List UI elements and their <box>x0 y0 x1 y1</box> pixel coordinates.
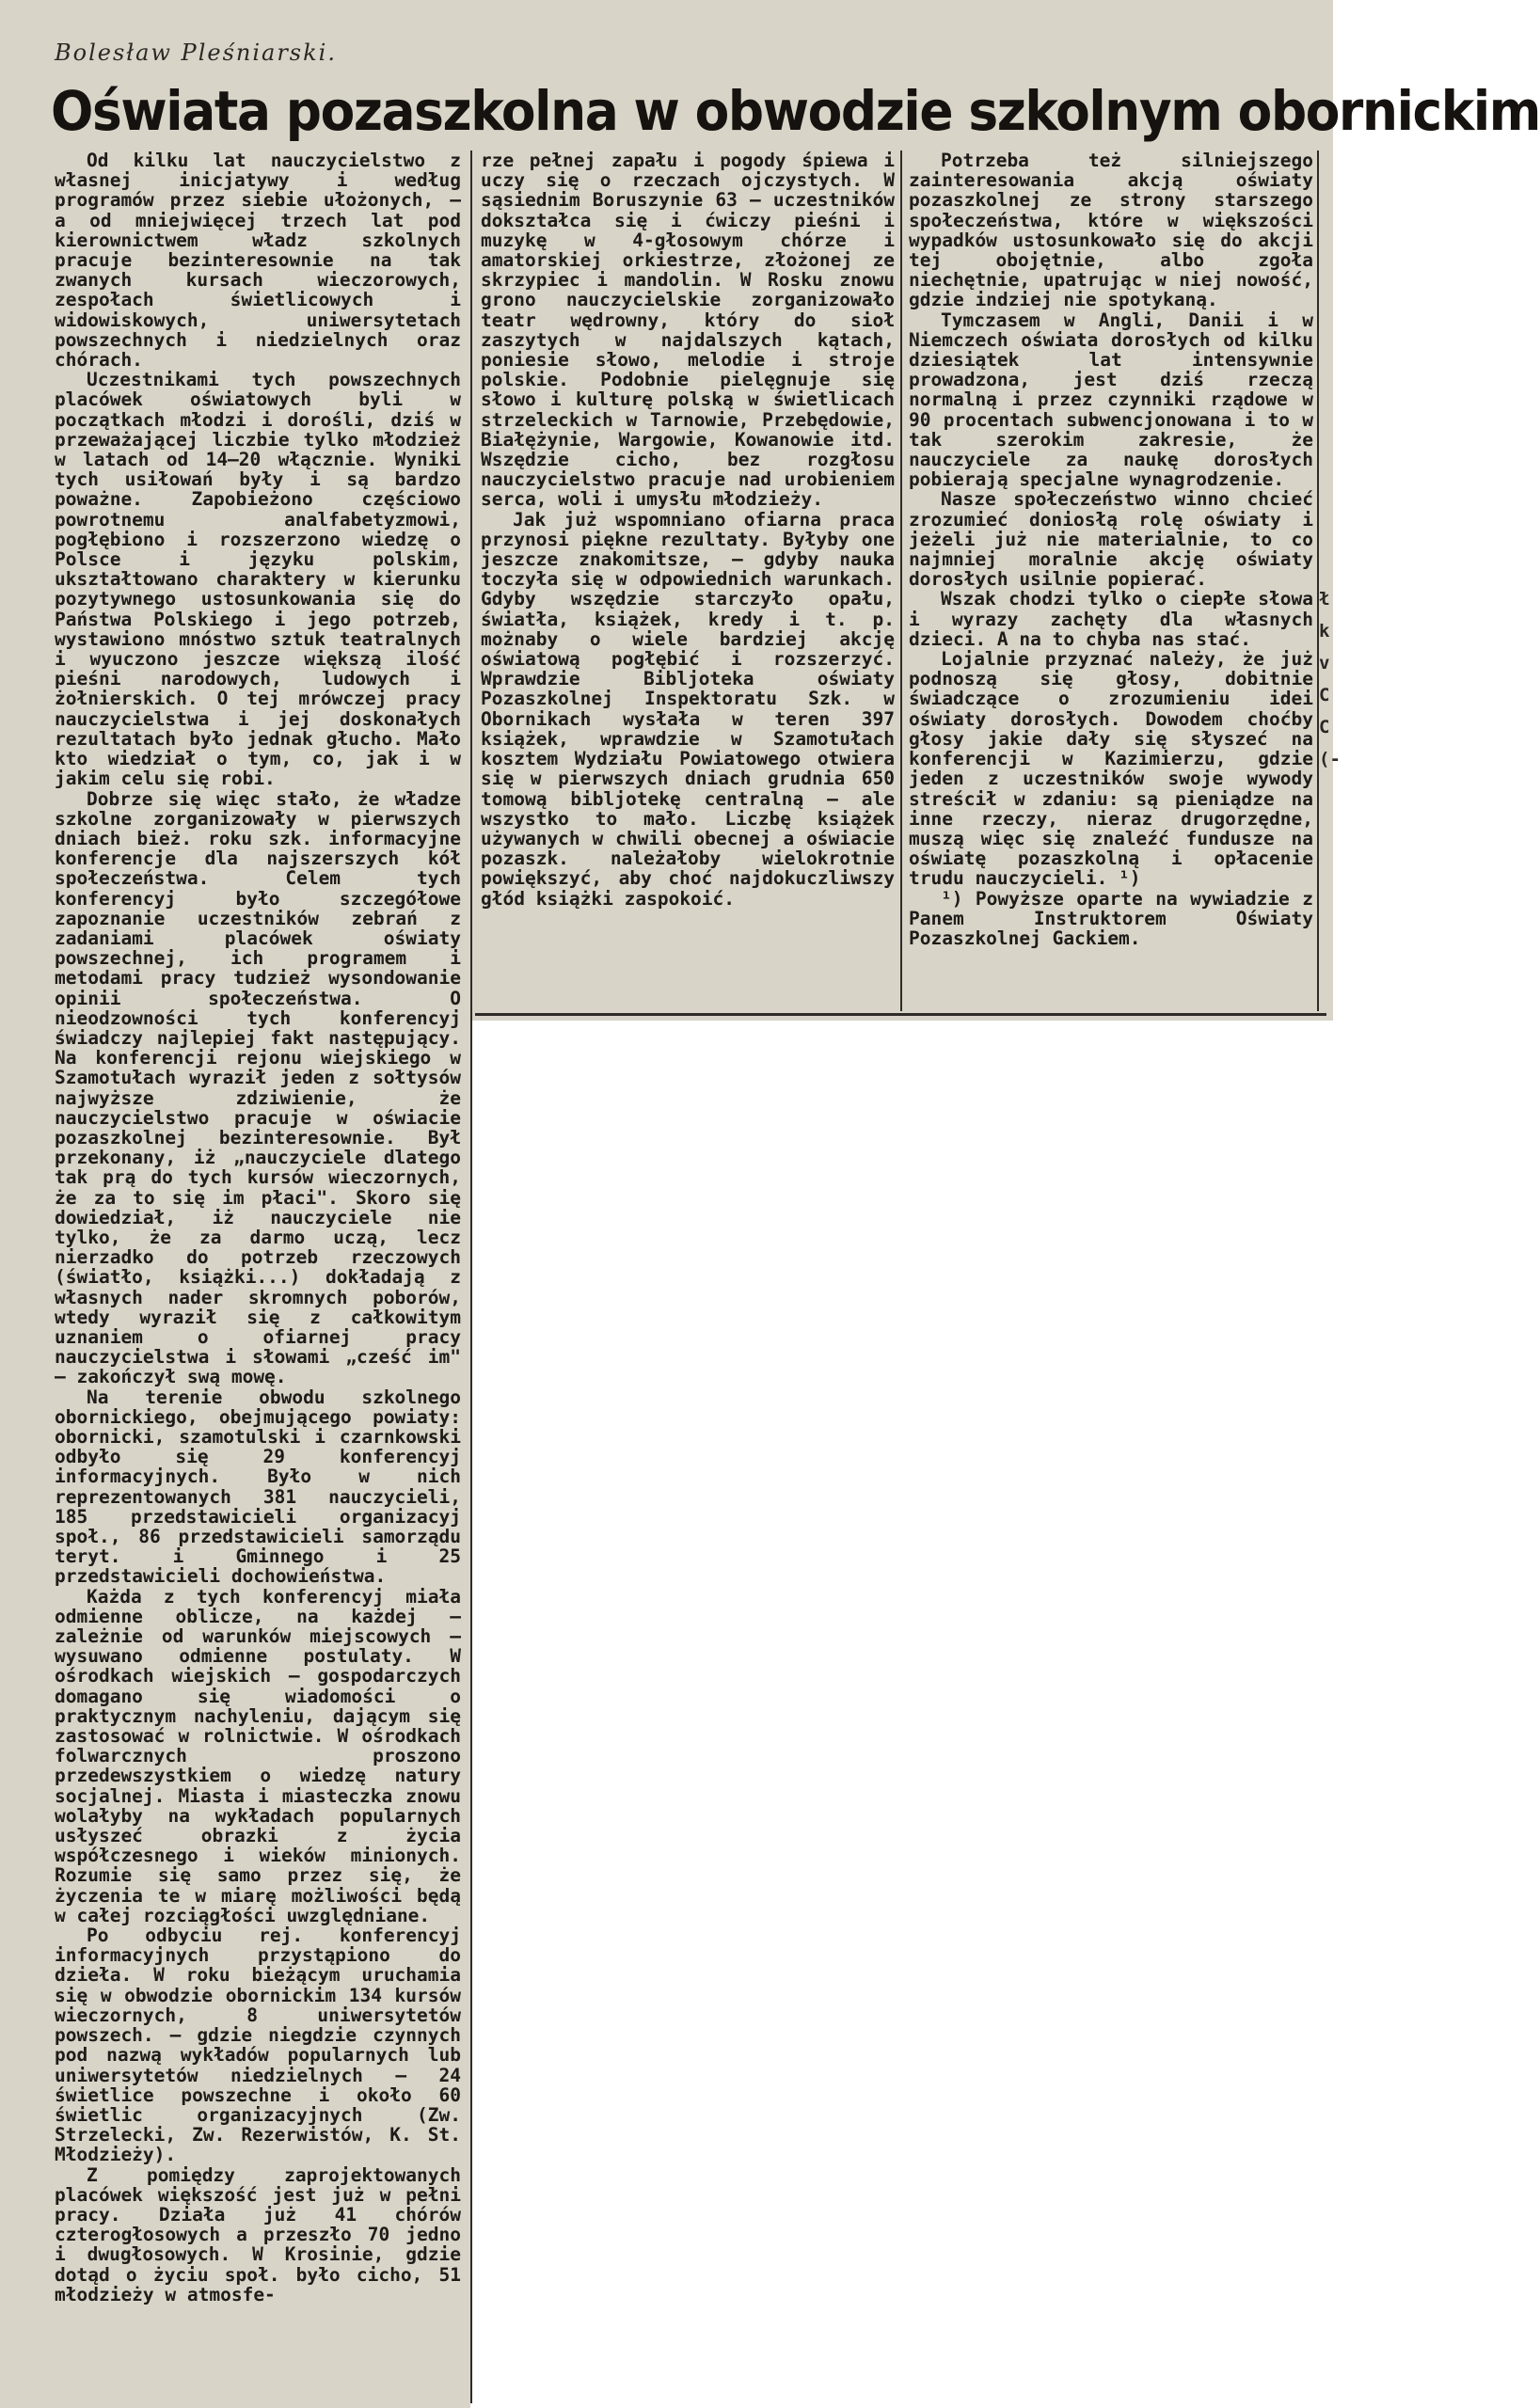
paragraph: Uczestnikami tych powszechnych placówek oświatowych byli w początkach młodzi i dorośli, dziś w przeważającej liczbie tylko młodzież w latach od 14—20 włącznie. Wyniki tych usiłowań były i są bardzo poważne. Zapobieżono częściowo powrotnemu analfabetyzmowi, pogłębiono i rozszerzono wiedzę o Polsce i języku polskim, ukształtowano charaktery w kierunku pozytywnego ustosunkowania się do Państwa Polskiego i jego potrzeb, wystawiono mnóstwo sztuk teatralnych i wyuczono jeszcze większą ilość pieśni narodowych, ludowych i żołnierskich. O tej mrówczej pracy nauczycielstwa i jej doskonałych rezultatach było jednak głucho. Mało kto wiedział o tym, co, jak i w jakim celu się robi. <box>55 369 461 790</box>
paragraph: Lojalnie przyznać należy, że już podnoszą się głosy, dobitnie świadczące o zrozumieniu idei oświaty dorosłych. Dowodem choćby głosy jakie dały się słyszeć na konferencji w Kazimierzu, gdzie jeden z uczestników swoje wywody streścił w zdaniu: są pieniądze na inne rzeczy, nieraz drugorzędne, muszą więc się znaleźć fundusze na oświatę pozaszkolną i opłacenie trudu nauczycieli. ¹) <box>909 648 1313 890</box>
adjacent-column-fragments <box>1319 583 1341 775</box>
paragraph: Potrzeba też silniejszego zainteresowania akcją oświaty pozaszkolnej ze strony starszego społeczeństwa, które w większości wypadków ustosunkowało się do akcji tej obojętnie, albo zgoła niechętnie, upatrując w niej nowość, gdzie indziej nie spotykaną. <box>909 150 1313 311</box>
column-rule-1 <box>470 150 472 2403</box>
paragraph: Każda z tych konferencyj miała odmienne oblicze, na każdej — zależnie od warunków miejscowych — wysuwano odmienne postulaty. W ośrodkach wiejskich — gospodarczych domagano się wiadomości o praktycznym nachyleniu, dającym się zastosować w rolnictwie. W ośrodkach folwarcznych proszono przedewszystkiem o wiedzę natury socjalnej. Miasta i miasteczka znowu wolałyby na wykładach popularnych usłyszeć obrazki z życia współczesnego i wieków minionych. Rozumie się samo przez się, że życzenia te w miarę możliwości będą w całej rozciągłości uwzględniane. <box>55 1585 461 1926</box>
article-column-3 <box>909 150 1313 1011</box>
bottom-rule <box>475 1013 1326 1016</box>
fragment: ł <box>1319 589 1330 610</box>
article-author: Bolesław Pleśniarski. <box>55 40 337 66</box>
paragraph: Z pomiędzy zaprojektowanych placówek większość jest już w pełni pracy. Działa już 41 chórów czterogłosowych a przeszło 70 jedno i dwugłosowych. W Krosinie, gdzie dotąd o życiu społ. było cicho, 51 młodzieży w atmosfe- <box>55 2163 461 2305</box>
paragraph: Wszak chodzi tylko o ciepłe słowa i wyrazy zachęty dla własnych dzieci. A na to chyba nas stać. <box>909 588 1313 650</box>
paragraph: Nasze społeczeństwo winno chcieć zrozumieć doniosłą rolę oświaty i jeżeli już nie materialnie, to co najmniej moralnie akcję oświaty dorosłych usilnie popierać. <box>909 488 1313 591</box>
paragraph: Od kilku lat nauczycielstwo z własnej inicjatywy i według programów przez siebie ułożonych, — a od mniejwięcej trzech lat pod kierownictwem władz szkolnych pracuje bezinteresownie na tak zwanych kursach wieczorowych, zespołach świetlicowych i widowiskowych, uniwersytetach powszechnych i niedzielnych oraz chórach. <box>55 150 461 372</box>
fragment: C <box>1319 685 1330 705</box>
article-column-2 <box>481 150 895 1011</box>
fragment: k <box>1319 621 1330 642</box>
paragraph: Na terenie obwodu szkolnego obornickiego, obejmującego powiaty: obornicki, szamotulski i czarnkowski odbyło się 29 konferencyj informacyjnych. Było w nich reprezentowanych 381 nauczycieli, 185 przedstawicieli organizacyj społ., 86 przedstawicieli samorządu teryt. i Gminnego i 25 przedstawicieli dochowieństwa. <box>55 1386 461 1588</box>
paragraph: Tymczasem w Angli, Danii i w Niemczech oświata dorosłych od kilku dziesiątek lat intensywnie prowadzona, jest dziś rzeczą normalną i przez czynniki rządowe w 90 procentach subwencjonowana i to w tak szerokim zakresie, że nauczyciele za naukę dorosłych pobierają specjalne wynagrodzenie. <box>909 309 1313 491</box>
paragraph: Jak już wspomniano ofiarna praca przynosi piękne rezultaty. Byłyby one jeszcze znakomitsze, — gdyby nauka toczyła się w odpowiednich warunkach. Gdyby wszędzie starczyło opału, światła, książek, kredy i t. p. możnaby o wiele bardziej akcję oświatową pogłębić i rozszerzyć. Wprawdzie Bibljoteka oświaty Pozaszkolnej Inspektoratu Szk. w Obornikach wysłała w teren 397 książek, wprawdzie w Szamotułach kosztem Wydziału Powiatowego otwiera się w pierwszych dniach grudnia 650 tomową bibljotekę centralną — ale wszystko to mało. Liczbę książek używanych w chwili obecnej a oświacie pozaszk. należałoby wielokrotnie powiększyć, aby choć najdokuczliwszy głód książki zaspokoić. <box>481 508 895 910</box>
article-column-1 <box>55 150 461 2399</box>
fragment: v <box>1319 653 1330 673</box>
fragment: C <box>1319 717 1330 737</box>
column-rule-2 <box>900 150 902 1011</box>
footnote: ¹) Powyższe oparte na wywiadzie z Panem Instruktorem Oświaty Pozaszkolnej Gackiem. <box>909 887 1313 949</box>
fragment: (- <box>1319 749 1341 769</box>
paragraph: Dobrze się więc stało, że władze szkolne zorganizowały w pierwszych dniach bież. roku szk. informacyjne konferencje dla najszerszych kół społeczeństwa. Celem tych konferencyj było szczegółowe zapoznanie uczestników zebrań z zadaniami placówek oświaty powszechnej, ich programem i metodami pracy tudzież wysondowanie opinii społeczeństwa. O nieodzowności tych konferencyj świadczy najlepiej fakt następujący. Na konferencji rejonu wiejskiego w Szamotułach wyraził jeden z sołtysów najwyższe zdziwienie, że nauczycielstwo pracuje w oświacie pozaszkolnej bezinteresownie. Był przekonany, iż „nauczyciele dlatego tak prą do tych kursów wieczornych, że za to się im płaci". Skoro się dowiedział, iż nauczyciele nie tylko, że za darmo uczą, lecz nierzadko do potrzeb rzeczowych (światło, książki...) dokładają z własnych nader skromnych poborów, wtedy wyraził się z całkowitym uznaniem o ofiarnej pracy nauczycielstwa i słowami „cześć im" — zakończył swą mowę. <box>55 787 461 1388</box>
paragraph: rze pełnej zapału i pogody śpiewa i uczy się o rzeczach ojczystych. W sąsiednim Boruszynie 63 — uczestników dokształca się i ćwiczy pieśni i muzykę w 4-głosowym chórze i amatorskiej orkiestrze, złożonej ze skrzypiec i mandolin. W Rosku znowu grono nauczycielskie zorganizowało teatr wędrowny, który do sioł zaszytych w najdalszych kątach, poniesie słowo, melodie i stroje polskie. Podobnie pielęgnuje się słowo i kulturę polską w świetlicach strzeleckich w Tarnowie, Przebędowie, Białężynie, Wargowie, Kowanowie itd. Wszędzie cicho, bez rozgłosu nauczycielstwo pracuje nad urobieniem serca, woli i umysłu młodzieży. <box>481 150 895 511</box>
column-rule-3 <box>1317 150 1319 1011</box>
article-headline: Oświata pozaszkolna w obwodzie szkolnym obornickim <box>51 79 1540 143</box>
paragraph: Po odbyciu rej. konferencyj informacyjnych przystąpiono do dzieła. W roku bieżącym uruchamia się w obwodzie obornickim 134 kursów wieczornych, 8 uniwersytetów powszech. — gdzie niegdzie czynnych pod nazwą wykładów popularnych lub uniwersytetów niedzielnych — 24 świetlice powszechne i około 60 świetlic organizacyjnych (Zw. Strzelecki, Zw. Rezerwistów, K. St. Młodzieży). <box>55 1925 461 2166</box>
